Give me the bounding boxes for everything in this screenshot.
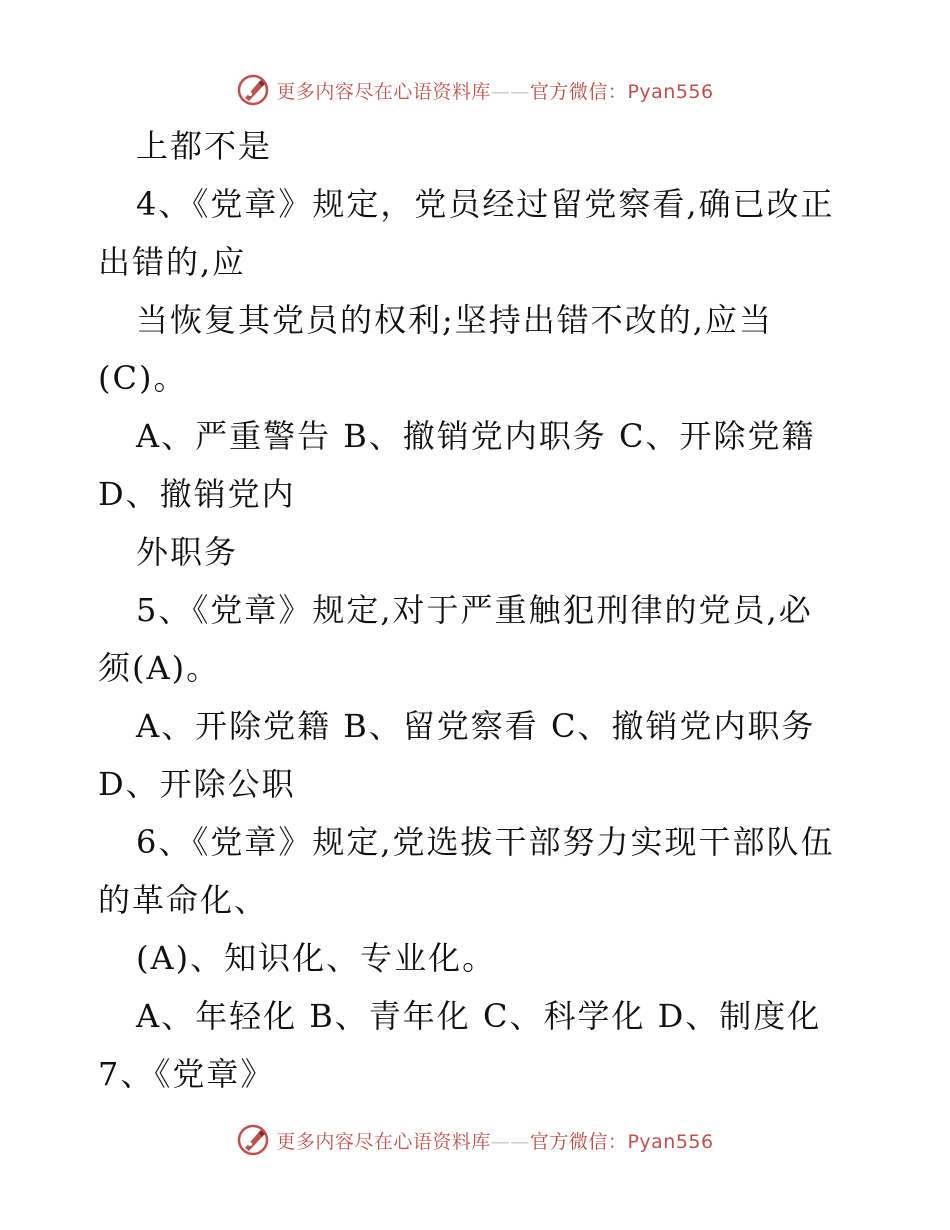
pen-logo-icon [236, 73, 270, 107]
question-7-line: 7、《党章》 [98, 1055, 275, 1093]
footer-text: 更多内容尽在心语资料库——官方微信：Pyan556 [276, 1130, 714, 1153]
pen-logo-icon [236, 1123, 270, 1157]
options-line: D、撤销党内 [98, 475, 296, 513]
answer-line: 须(A)。 [98, 649, 221, 687]
answer-line: (A)、知识化、专业化。 [136, 939, 497, 977]
answer-line: (C)。 [98, 359, 188, 397]
options-line: A、年轻化 B、青年化 C、科学化 D、制度化 [136, 997, 822, 1035]
header-text: 更多内容尽在心语资料库——官方微信：Pyan556 [276, 80, 714, 103]
options-line: D、开除公职 [98, 765, 296, 803]
options-line: A、严重警告 B、撤销党内职务 C、开除党籍 [136, 417, 816, 455]
question-6-line: 6、《党章》规定,党选拔干部努力实现干部队伍 [136, 823, 835, 861]
footer-banner [0, 1120, 950, 1160]
text-line: 当恢复其党员的权利;坚持出错不改的,应当 [136, 301, 773, 339]
text-line: 出错的,应 [98, 243, 247, 281]
text-line: 上都不是 [136, 127, 273, 165]
question-4-line: 4、《党章》规定，党员经过留党察看,确已改正 [136, 185, 835, 223]
header-banner [0, 70, 950, 110]
text-line: 外职务 [136, 533, 239, 571]
question-5-line: 5、《党章》规定,对于严重触犯刑律的党员,必 [136, 591, 813, 629]
options-line: A、开除党籍 B、留党察看 C、撤销党内职务 [136, 707, 816, 745]
text-line: 的革命化、 [98, 881, 269, 919]
